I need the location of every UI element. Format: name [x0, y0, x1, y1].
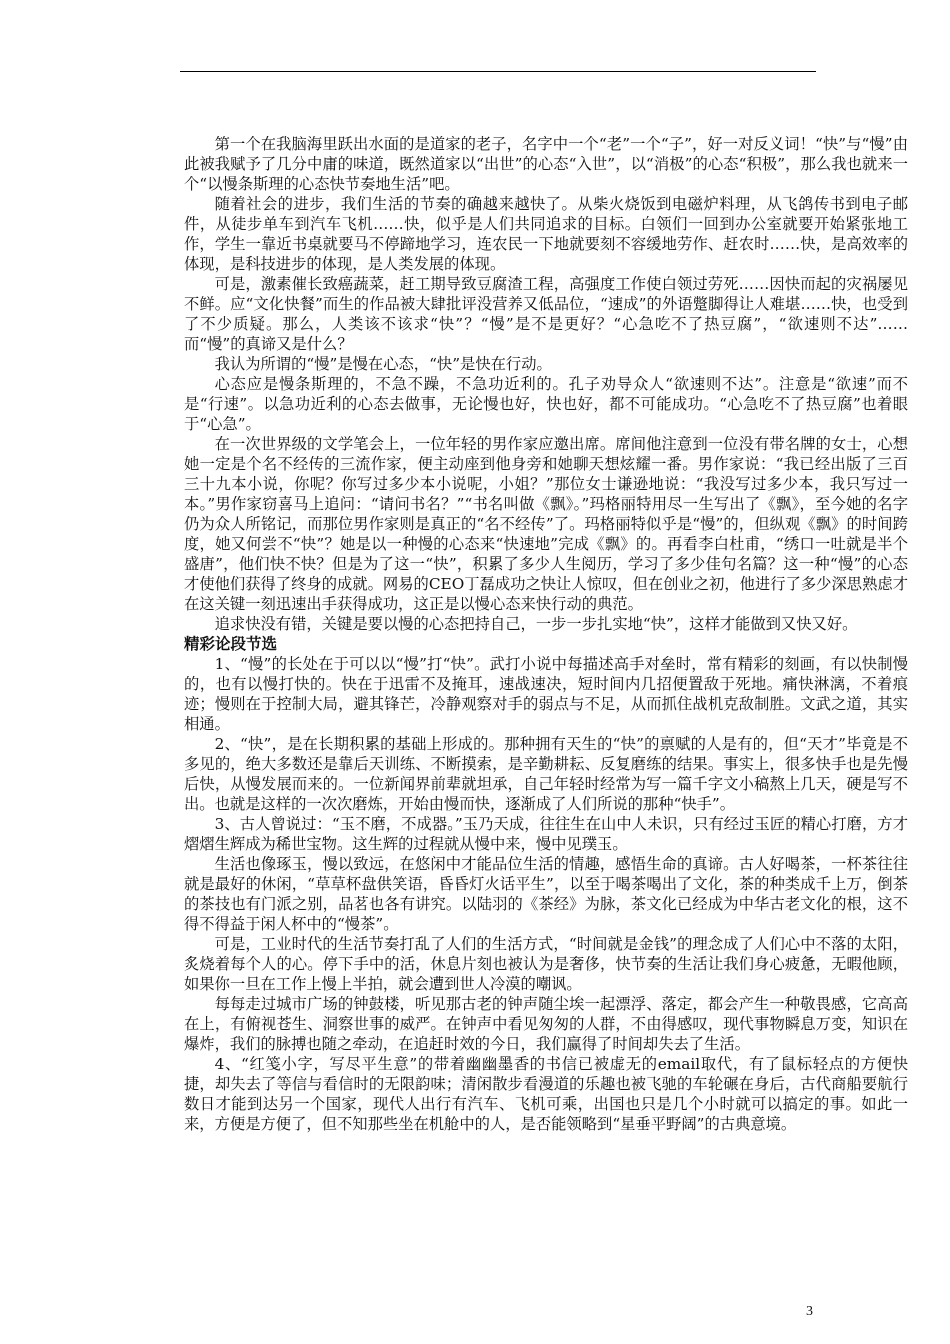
header-rule: [180, 71, 816, 72]
excerpt-paragraph: 生活也像琢玉，慢以致远，在悠闲中才能品位生活的情趣，感悟生命的真谛。古人好喝茶，一杯茶往往就是最好的休闲，“草草杯盘供笑语，昏昏灯火话平生”，以至于喝茶喝出了文化，茶的种类成千上万，倒茶的茶技也有门派之别，品茗也各有讲究。以陆羽的《茶经》为脉，茶文化已经成为中华古老文化的根，这不得不得益于闲人杯中的“慢茶”。: [184, 855, 908, 933]
excerpt-paragraph: 每每走过城市广场的钟鼓楼，听见那古老的钟声随尘埃一起漂浮、落定，都会产生一种敬畏感，它高高在上，有俯视苍生、洞察世事的威严。在钟声中看见匆匆的人群，不由得感叹，现代事物瞬息万变，知识在爆炸，我们的脉搏也随之牵动，在追赶时效的今日，我们赢得了时间却失去了生活。: [184, 995, 908, 1053]
excerpt-paragraph: 可是，工业时代的生活节奏打乱了人们的生活方式，“时间就是金钱”的理念成了人们心中不落的太阳，炙烧着每个人的心。停下手中的活，休息片刻也被认为是奢侈，快节奏的生活让我们身心疲惫，无暇他顾，如果你一旦在工作上慢上半拍，就会遭到世人冷漠的嘲讽。: [184, 935, 908, 993]
excerpt-paragraph: 2、“快”，是在长期积累的基础上形成的。那种拥有天生的“快”的禀赋的人是有的，但“天才”毕竟是不多见的，绝大多数还是靠后天训练、不断摸索，是辛勤耕耘、反复磨练的结果。事实上，很多快手也是先慢后快，从慢发展而来的。一位新闻界前辈就坦承，自己年轻时经常为写一篇千字文小稿熬上几天，硬是写不出。也就是这样的一次次磨炼，开始由慢而快，逐渐成了人们所说的那种“快手”。: [184, 735, 908, 813]
document-body: [184, 134, 908, 1134]
article-paragraph: 心态应是慢条斯理的，不急不躁，不急功近利的。孔子劝导众人“欲速则不达”。注意是“欲速”而不是“行速”。以急功近利的心态去做事，无论慢也好，快也好，都不可能成功。“心急吃不了热豆腐”也着眼于“心急”。: [184, 375, 908, 433]
article-paragraph: 随着社会的进步，我们生活的节奏的确越来越快了。从柴火烧饭到电磁炉料理，从飞鸽传书到电子邮件，从徒步单车到汽车飞机……快，似乎是人们共同追求的目标。白领们一回到办公室就要开始紧张地工作，学生一靠近书桌就要马不停蹄地学习，连农民一下地就要刻不容缓地劳作、赶农时……快，是高效率的体现，是科技进步的体现，是人类发展的体现。: [184, 195, 908, 273]
excerpt-paragraph: 3、古人曾说过：“玉不磨，不成器。”玉乃天成，往往生在山中人未识，只有经过玉匠的精心打磨，方才熠熠生辉成为稀世宝物。这生辉的过程就从慢中来，慢中见璞玉。: [184, 815, 908, 853]
excerpt-paragraph: 1、“慢”的长处在于可以以“慢”打“快”。武打小说中每描述高手对垒时，常有精彩的刻画，有以快制慢的，也有以慢打快的。快在于迅雷不及掩耳，速战速决，短时间内几招便置敌于死地。痛快淋漓，不着痕迹；慢则在于控制大局，避其锋芒，冷静观察对手的弱点与不足，从而抓住战机克敌制胜。文武之道，其实相通。: [184, 655, 908, 733]
article-paragraph: 第一个在我脑海里跃出水面的是道家的老子，名字中一个“老”一个“子”，好一对反义词！“快”与“慢”由此被我赋予了几分中庸的味道，既然道家以“出世”的心态“入世”，以“消极”的心态“积极”，那么我也就来一个“以慢条斯理的心态快节奏地生活”吧。: [184, 135, 908, 193]
page-number: 3: [806, 1304, 813, 1319]
article-paragraph: 在一次世界级的文学笔会上，一位年轻的男作家应邀出席。席间他注意到一位没有带名牌的女士，心想她一定是个名不经传的三流作家，便主动座到他身旁和她聊天想炫耀一番。男作家说：“我已经出版了三百三十九本小说，你呢？你写过多少本小说呢，小姐？”那位女士谦逊地说：“我没写过多少本，我只写过一本。”男作家窃喜马上追问：“请问书名？”“书名叫做《飘》。”玛格丽特用尽一生写出了《飘》，至今她的名字仍为众人所铭记，而那位男作家则是真正的“名不经传”了。玛格丽特似乎是“慢”的，但纵观《飘》的时间跨度，她又何尝不“快”？她是以一种慢的心态来“快速地”完成《飘》的。再看李白杜甫，“绣口一吐就是半个盛唐”，他们快不快？但是为了这一“快”，积累了多少人生阅历，学习了多少佳句名篇？这一种“慢”的心态才使他们获得了终身的成就。网易的CEO丁磊成功之快让人惊叹，但在创业之初，他进行了多少深思熟虑才在这关键一刻迅速出手获得成功，这正是以慢心态来快行动的典范。: [184, 435, 908, 613]
article-paragraph: 追求快没有错，关键是要以慢的心态把持自己，一步一步扎实地“快”，这样才能做到又快又好。: [214, 615, 858, 633]
excerpt-paragraph: 4、“红笺小字，写尽平生意”的带着幽幽墨香的书信已被虚无的email取代，有了鼠标轻点的方便快捷，却失去了等信与看信时的无限韵味；清闲散步看漫道的乐趣也被飞驰的车轮碾在身后，古代商船要航行数日才能到达另一个国家，现代人出行有汽车、飞机可乘，出国也只是几个小时就可以搞定的事。如此一来，方便是方便了，但不知那些坐在机舱中的人，是否能领略到“星垂平野阔”的古典意境。: [184, 1055, 908, 1133]
section-title: 精彩论段节选: [184, 635, 278, 653]
article-paragraph: 可是，激素催长致癌蔬菜，赶工期导致豆腐渣工程，高强度工作使白领过劳死……因快而起的灾祸屡见不鲜。应“文化快餐”而生的作品被大肆批评没营养又低品位，“速成”的外语蹩脚得让人难堪……快，也受到了不少质疑。那么，人类该不该求“快”？“慢”是不是更好？“心急吃不了热豆腐”，“欲速则不达”……而“慢”的真谛又是什么？: [184, 275, 908, 353]
article-paragraph: 我认为所谓的“慢”是慢在心态，“快”是快在行动。: [214, 355, 552, 373]
